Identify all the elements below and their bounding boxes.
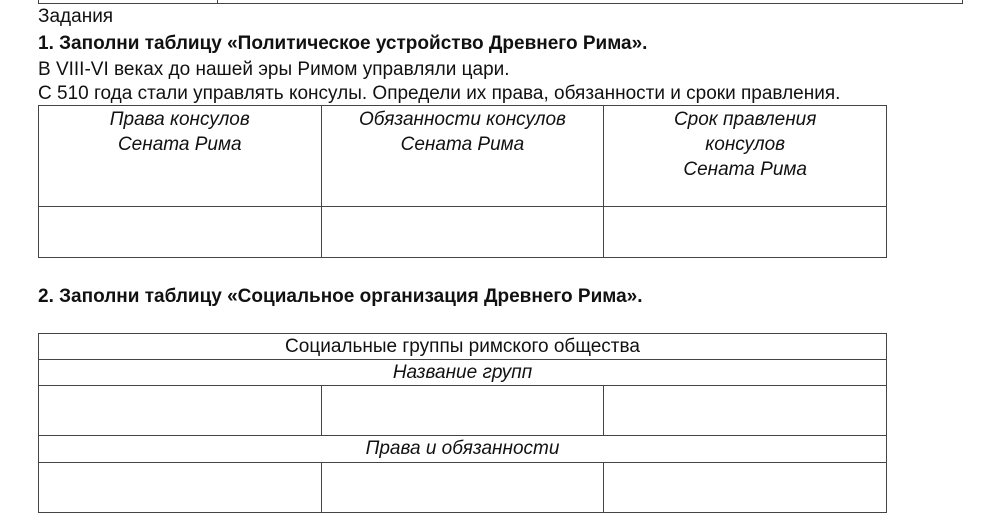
group-name-cell[interactable]	[39, 386, 322, 436]
rights-duties-cell[interactable]	[604, 463, 887, 513]
header-line: Права консулов	[109, 109, 250, 130]
group-name-cell[interactable]	[604, 386, 887, 436]
rights-duties-cell[interactable]	[321, 463, 604, 513]
header-line: консулов	[705, 134, 786, 155]
answer-cell-term[interactable]	[604, 207, 887, 258]
header-line: Сената Рима	[683, 159, 807, 180]
rights-duties-cell[interactable]	[39, 463, 322, 513]
rights-duties-label: Права и обязанности	[39, 436, 887, 463]
header-line: Обязанности консулов	[358, 109, 566, 130]
previous-table-bottom-edge	[38, 0, 963, 4]
header-line: Срок правления	[673, 109, 817, 130]
answer-cell-duties[interactable]	[321, 207, 604, 258]
task1-text-line2: С 510 года стали управлять консулы. Определи их права, обязанности и сроки правления.	[38, 83, 841, 104]
column-header-duties	[321, 106, 604, 207]
task1-title: 1. Заполни таблицу «Политическое устройство Древнего Рима».	[38, 33, 648, 54]
task2-title: 2. Заполни таблицу «Социальное организация Древнего Рима».	[38, 286, 643, 307]
social-groups-header: Социальные группы римского общества	[39, 334, 887, 360]
column-header-term	[604, 106, 887, 207]
political-structure-table	[38, 105, 887, 258]
group-names-label: Название групп	[39, 360, 887, 386]
header-line: Сената Рима	[400, 134, 525, 155]
task1-text-line1: В VIII-VI веках до нашей эры Римом управляли цари.	[38, 59, 510, 80]
social-organization-table	[38, 333, 887, 513]
column-header-rights	[39, 106, 322, 207]
group-name-cell[interactable]	[321, 386, 604, 436]
header-line: Сената Рима	[117, 134, 242, 155]
answer-cell-rights[interactable]	[39, 207, 322, 258]
section-heading: Задания	[38, 6, 114, 27]
